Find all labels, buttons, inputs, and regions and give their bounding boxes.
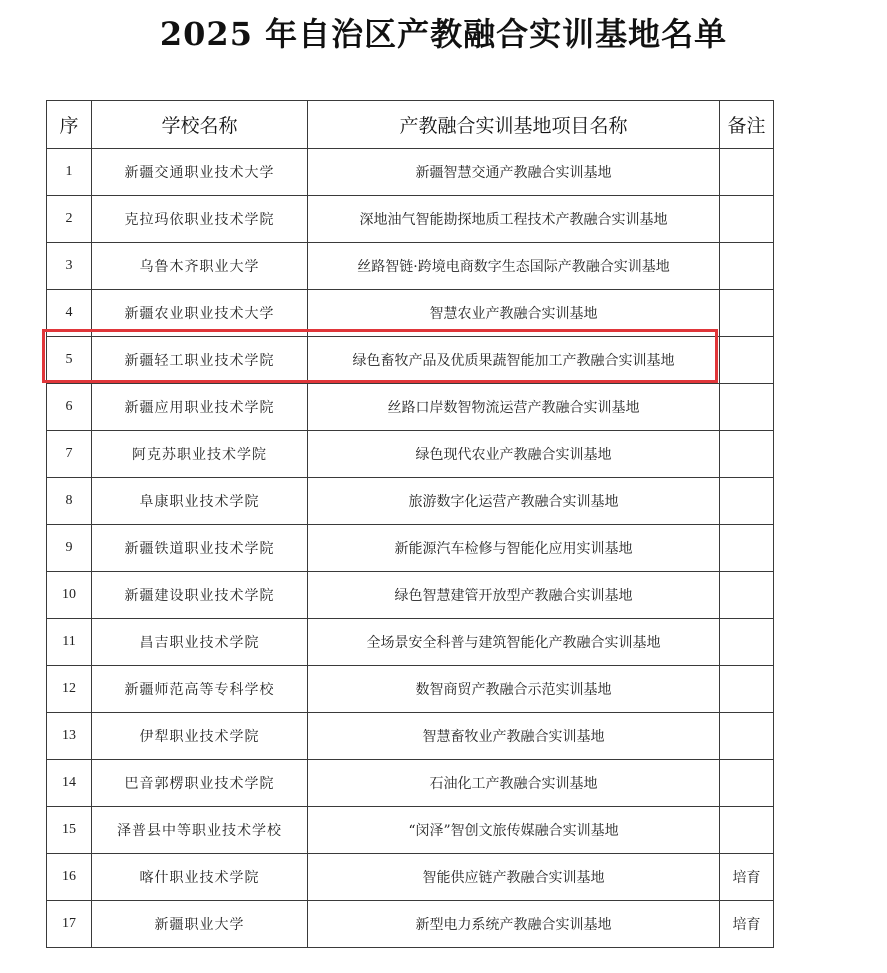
row-note xyxy=(720,478,774,525)
row-school: 伊犁职业技术学院 xyxy=(92,713,308,760)
row-seq: 9 xyxy=(47,525,92,572)
row-seq: 3 xyxy=(47,243,92,290)
row-school: 巴音郭楞职业技术学院 xyxy=(92,760,308,807)
row-project: 绿色现代农业产教融合实训基地 xyxy=(308,431,720,478)
row-seq: 10 xyxy=(47,572,92,619)
row-school: 新疆师范高等专科学校 xyxy=(92,666,308,713)
document-title: 2025 年自治区产教融合实训基地名单 xyxy=(159,15,728,53)
table-row xyxy=(47,243,774,290)
row-school: 喀什职业技术学院 xyxy=(92,854,308,901)
row-project: 智能供应链产教融合实训基地 xyxy=(308,854,720,901)
row-note xyxy=(720,337,774,384)
row-project: 智慧农业产教融合实训基地 xyxy=(308,290,720,337)
row-seq: 1 xyxy=(47,149,92,196)
row-project: 智慧畜牧业产教融合实训基地 xyxy=(308,713,720,760)
row-seq: 12 xyxy=(47,666,92,713)
row-note xyxy=(720,384,774,431)
row-project: “闵泽”智创文旅传媒融合实训基地 xyxy=(308,807,720,854)
row-school: 昌吉职业技术学院 xyxy=(92,619,308,666)
row-note xyxy=(720,243,774,290)
table-row xyxy=(47,431,774,478)
table-row xyxy=(47,149,774,196)
row-school: 新疆应用职业技术学院 xyxy=(92,384,308,431)
row-school: 泽普县中等职业技术学校 xyxy=(92,807,308,854)
row-school: 新疆农业职业技术大学 xyxy=(92,290,308,337)
header-note: 备注 xyxy=(720,101,774,149)
row-project: 石油化工产教融合实训基地 xyxy=(308,760,720,807)
row-school: 新疆铁道职业技术学院 xyxy=(92,525,308,572)
row-note xyxy=(720,525,774,572)
row-school: 新疆建设职业技术学院 xyxy=(92,572,308,619)
table-row-highlighted xyxy=(47,337,774,384)
row-seq: 2 xyxy=(47,196,92,243)
table-row xyxy=(47,854,774,901)
row-seq: 6 xyxy=(47,384,92,431)
row-project: 绿色智慧建管开放型产教融合实训基地 xyxy=(308,572,720,619)
row-note xyxy=(720,760,774,807)
table-row xyxy=(47,619,774,666)
row-seq: 11 xyxy=(47,619,92,666)
training-base-table xyxy=(46,100,774,948)
row-seq: 5 xyxy=(47,337,92,384)
table-row xyxy=(47,572,774,619)
row-project: 新能源汽车检修与智能化应用实训基地 xyxy=(308,525,720,572)
row-note xyxy=(720,290,774,337)
row-seq: 4 xyxy=(47,290,92,337)
row-note: 培育 xyxy=(720,854,774,901)
table-row xyxy=(47,901,774,948)
row-seq: 8 xyxy=(47,478,92,525)
row-project: 数智商贸产教融合示范实训基地 xyxy=(308,666,720,713)
row-school: 新疆轻工职业技术学院 xyxy=(92,337,308,384)
row-school: 新疆职业大学 xyxy=(92,901,308,948)
row-note xyxy=(720,431,774,478)
row-school: 阜康职业技术学院 xyxy=(92,478,308,525)
row-project: 新疆智慧交通产教融合实训基地 xyxy=(308,149,720,196)
table-row xyxy=(47,666,774,713)
row-project: 旅游数字化运营产教融合实训基地 xyxy=(308,478,720,525)
row-seq: 7 xyxy=(47,431,92,478)
header-project: 产教融合实训基地项目名称 xyxy=(308,101,720,149)
row-note xyxy=(720,807,774,854)
table-row xyxy=(47,525,774,572)
row-note xyxy=(720,619,774,666)
row-school: 阿克苏职业技术学院 xyxy=(92,431,308,478)
row-seq: 16 xyxy=(47,854,92,901)
header-school: 学校名称 xyxy=(92,101,308,149)
row-note xyxy=(720,666,774,713)
table-row xyxy=(47,196,774,243)
table-header-row xyxy=(47,101,774,149)
row-note: 培育 xyxy=(720,901,774,948)
row-school: 乌鲁木齐职业大学 xyxy=(92,243,308,290)
row-note xyxy=(720,572,774,619)
row-seq: 13 xyxy=(47,713,92,760)
row-project: 丝路智链·跨境电商数字生态国际产教融合实训基地 xyxy=(308,243,720,290)
row-seq: 14 xyxy=(47,760,92,807)
row-project: 绿色畜牧产品及优质果蔬智能加工产教融合实训基地 xyxy=(308,337,720,384)
header-seq: 序 xyxy=(47,101,92,149)
row-project: 丝路口岸数智物流运营产教融合实训基地 xyxy=(308,384,720,431)
row-project: 新型电力系统产教融合实训基地 xyxy=(308,901,720,948)
row-seq: 17 xyxy=(47,901,92,948)
row-note xyxy=(720,196,774,243)
row-note xyxy=(720,713,774,760)
table-row xyxy=(47,290,774,337)
table-row xyxy=(47,478,774,525)
row-note xyxy=(720,149,774,196)
table-row xyxy=(47,384,774,431)
table-row xyxy=(47,760,774,807)
row-school: 克拉玛依职业技术学院 xyxy=(92,196,308,243)
table-row xyxy=(47,807,774,854)
row-project: 深地油气智能勘探地质工程技术产教融合实训基地 xyxy=(308,196,720,243)
row-project: 全场景安全科普与建筑智能化产教融合实训基地 xyxy=(308,619,720,666)
table-row xyxy=(47,713,774,760)
row-school: 新疆交通职业技术大学 xyxy=(92,149,308,196)
row-seq: 15 xyxy=(47,807,92,854)
